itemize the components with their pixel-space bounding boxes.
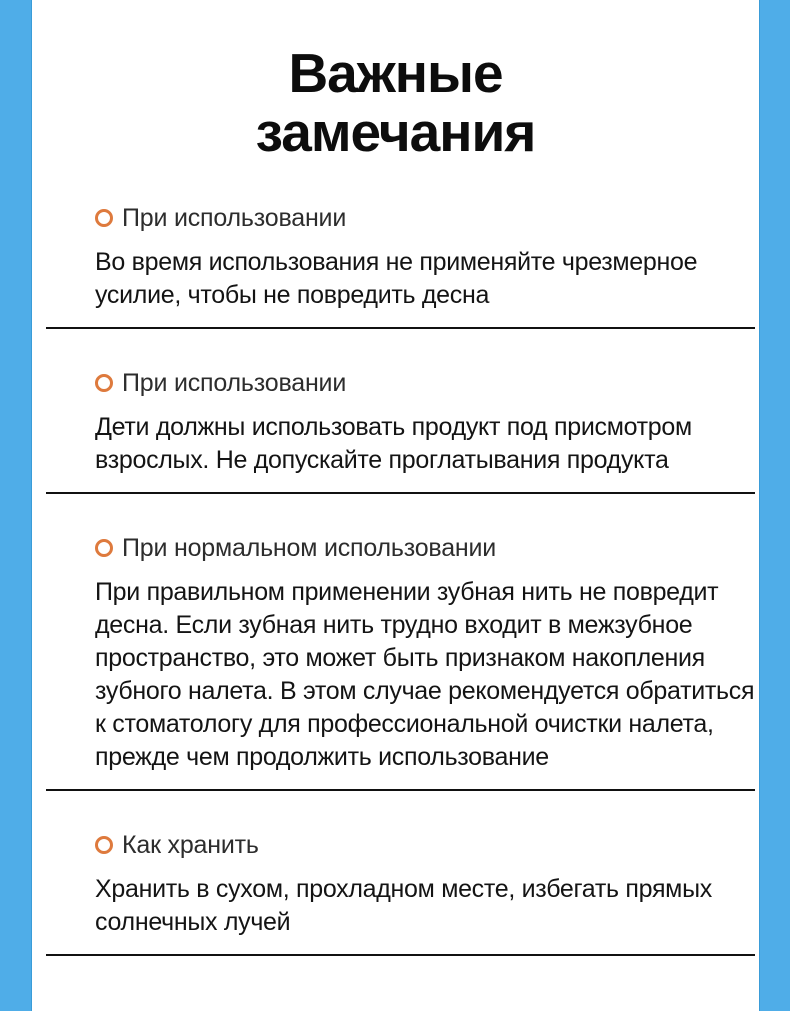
section-body: Во время использования не применяйте чрезмерное усилие, чтобы не повредить десна bbox=[95, 248, 698, 309]
section-heading-row bbox=[95, 829, 757, 861]
section-divider bbox=[46, 327, 755, 329]
section-body: Дети должны использовать продукт под присмотром взрослых. Не допускайте проглатывания продукта bbox=[95, 413, 692, 474]
section-usage-2 bbox=[32, 367, 759, 494]
notice-sections bbox=[32, 202, 759, 956]
page-title bbox=[32, 44, 759, 162]
section-heading: При использовании bbox=[122, 369, 347, 397]
section-usage-1 bbox=[32, 202, 759, 329]
section-divider bbox=[46, 954, 755, 956]
ring-bullet-icon bbox=[95, 374, 113, 392]
section-heading-row bbox=[95, 202, 757, 234]
section-heading: Как хранить bbox=[122, 831, 259, 859]
ring-bullet-icon bbox=[95, 539, 113, 557]
section-divider bbox=[46, 789, 755, 791]
section-heading: При нормальном использовании bbox=[122, 534, 497, 562]
page-title-line-1: Важные bbox=[288, 42, 503, 104]
right-blue-border bbox=[759, 0, 790, 1011]
left-blue-border bbox=[0, 0, 32, 1011]
section-heading-row bbox=[95, 532, 757, 564]
page-title-line-2: замечания bbox=[255, 101, 536, 163]
ring-bullet-icon bbox=[95, 836, 113, 854]
section-storage bbox=[32, 829, 759, 956]
section-body: При правильном применении зубная нить не повредит десна. Если зубная нить трудно входит в межзубное пространство, это может быть признаком накопления зубного налета. В этом случае рекомендуется обратиться к стоматологу для профессиональной очистки налета, прежде чем продолжить использование bbox=[95, 578, 755, 771]
section-heading: При использовании bbox=[122, 204, 347, 232]
ring-bullet-icon bbox=[95, 209, 113, 227]
section-body: Хранить в сухом, прохладном месте, избегать прямых солнечных лучей bbox=[95, 875, 712, 936]
section-normal-use bbox=[32, 532, 759, 791]
notice-card bbox=[32, 0, 759, 994]
section-heading-row bbox=[95, 367, 757, 399]
section-divider bbox=[46, 492, 755, 494]
